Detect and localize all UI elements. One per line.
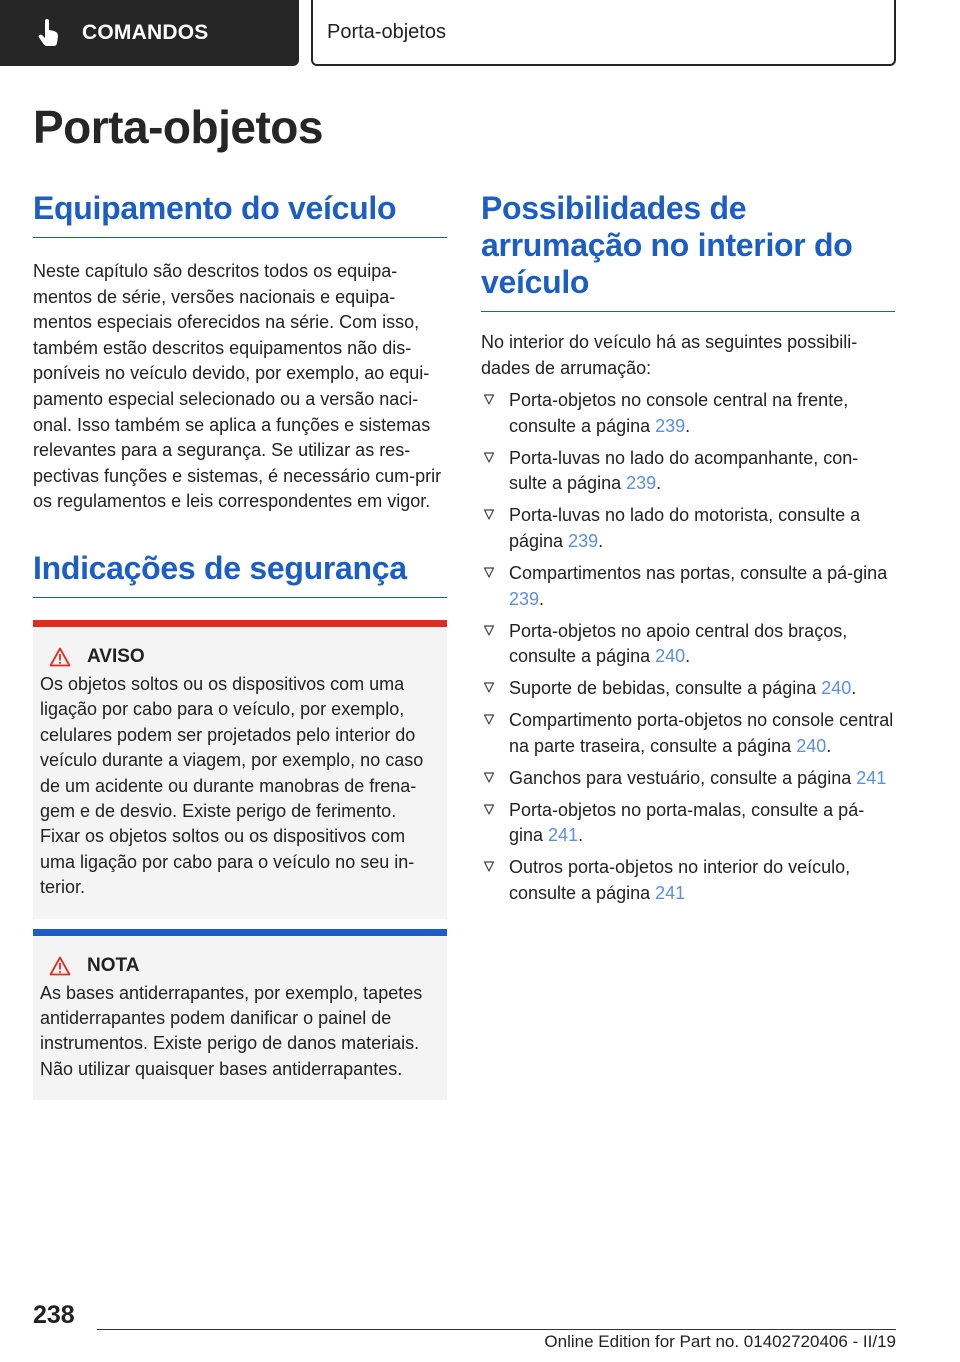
triangle-bullet-icon <box>483 709 495 731</box>
list-item <box>481 446 895 497</box>
list-item <box>481 503 895 554</box>
section-title-safety: Indicações de segurança <box>33 550 447 598</box>
footer-divider <box>97 1329 896 1330</box>
note-box <box>33 929 447 1101</box>
list-item <box>481 708 895 759</box>
page-reference-link[interactable]: 240 <box>821 678 852 699</box>
breadcrumb-text: Porta-objetos <box>327 20 446 43</box>
warning-box <box>33 620 447 919</box>
left-column <box>33 190 447 1100</box>
list-item-text: Porta-objetos no porta-malas, consulte a pá-gina <box>509 799 865 846</box>
list-item-suffix: . <box>826 735 832 756</box>
page-number: 238 <box>33 1301 75 1329</box>
page-reference-link[interactable]: 241 <box>655 882 686 903</box>
list-item-suffix: . <box>598 530 604 551</box>
page-reference-link[interactable]: 239 <box>626 473 657 494</box>
list-item-text: Suporte de bebidas, consulte a página <box>509 678 822 699</box>
page-reference-link[interactable]: 239 <box>509 588 540 609</box>
storage-intro: No interior do veículo há as seguintes possibili-dades de arrumação: <box>481 332 858 378</box>
section-title-equipment: Equipamento do veículo <box>33 190 447 238</box>
page-title: Porta-objetos <box>33 101 323 153</box>
list-item-text: Porta-luvas no lado do acompanhante, con-sulte a página <box>509 447 859 494</box>
triangle-bullet-icon <box>483 389 495 411</box>
section-title-storage: Possibilidades de arrumação no interior do veículo <box>481 190 895 312</box>
page-reference-link[interactable]: 241 <box>548 825 579 846</box>
list-item-text: Porta-objetos no apoio central dos braços, consulte a página <box>509 620 848 667</box>
list-item-suffix: . <box>685 646 691 667</box>
page-reference-link[interactable]: 239 <box>568 530 599 551</box>
equipment-paragraph: Neste capítulo são descritos todos os equipa-mentos de série, versões nacionais e equipa-mentos especiais oferecidos na série. Com isso, também estão descritos equipamentos não dis-poníveis no veículo devido, por exemplo, ao equi-pamento especial selecionado ou a versão naci-onal. Isso também se aplica a funções e sistemas relevantes para a segurança. Se utilizar as res-pectivas funções e sistemas, é necessário cum-prir os regulamentos e leis correspondentes em vigor. <box>33 261 442 512</box>
list-item-suffix: . <box>578 825 584 846</box>
triangle-bullet-icon <box>483 767 495 789</box>
warning-triangle-icon <box>49 956 71 976</box>
warning-label: AVISO <box>87 645 145 667</box>
page-reference-link[interactable]: 241 <box>856 767 887 788</box>
list-item <box>481 855 895 906</box>
right-column <box>481 190 895 913</box>
page-reference-link[interactable]: 240 <box>655 646 686 667</box>
hand-pointer-icon <box>38 19 60 47</box>
triangle-bullet-icon <box>483 620 495 642</box>
list-item <box>481 798 895 849</box>
list-item <box>481 388 895 439</box>
page-reference-link[interactable]: 240 <box>796 735 827 756</box>
warning-triangle-icon <box>49 647 71 667</box>
storage-list <box>481 388 895 906</box>
triangle-bullet-icon <box>483 799 495 821</box>
triangle-bullet-icon <box>483 504 495 526</box>
list-item <box>481 676 895 702</box>
list-item-suffix: . <box>685 415 691 436</box>
triangle-bullet-icon <box>483 562 495 584</box>
triangle-bullet-icon <box>483 447 495 469</box>
list-item <box>481 561 895 612</box>
list-item-text: Ganchos para vestuário, consulte a página <box>509 767 857 788</box>
list-item-suffix: . <box>539 588 545 609</box>
warning-header <box>40 646 439 668</box>
list-item-text: Porta-objetos no console central na frente, consulte a página <box>509 390 849 436</box>
section-tab-label: COMANDOS <box>82 21 209 44</box>
list-item-text: Outros porta-objetos no interior do veículo, consulte a página <box>509 857 851 903</box>
list-item-text: Compartimento porta-objetos no console central na parte traseira, consulte a página <box>509 710 894 756</box>
list-item <box>481 619 895 670</box>
warning-bar <box>33 620 447 627</box>
warning-text: Os objetos soltos ou os dispositivos com uma ligação por cabo para o veículo, por exemplo, celulares podem ser projetados pelo interior do veículo durante a viagem, por exemplo, no caso de um acidente ou durante manobras de frena-gem e de desvio. Existe perigo de ferimento. Fixar os objetos soltos ou os dispositivos com uma ligação por cabo para o veículo no seu in-terior. <box>40 673 424 898</box>
page-reference-link[interactable]: 239 <box>655 415 686 436</box>
section-tab[interactable] <box>0 0 299 66</box>
list-item-suffix: . <box>851 678 857 699</box>
triangle-bullet-icon <box>483 856 495 878</box>
list-item-text: Porta-luvas no lado do motorista, consulte a página <box>509 505 861 551</box>
list-item <box>481 766 895 792</box>
list-item-text: Compartimentos nas portas, consulte a pá-gina <box>509 562 888 583</box>
footer-edition: Online Edition for Part no. 01402720406 - II/19 <box>544 1332 896 1351</box>
note-bar <box>33 929 447 936</box>
breadcrumb <box>311 0 896 66</box>
note-text: As bases antiderrapantes, por exemplo, tapetes antiderrapantes podem danificar o painel de instrumentos. Existe perigo de danos materiais. Não utilizar quaisquer bases antiderrapantes. <box>40 982 423 1079</box>
note-header <box>40 955 439 977</box>
triangle-bullet-icon <box>483 677 495 699</box>
list-item-suffix: . <box>656 473 662 494</box>
note-label: NOTA <box>87 954 140 976</box>
